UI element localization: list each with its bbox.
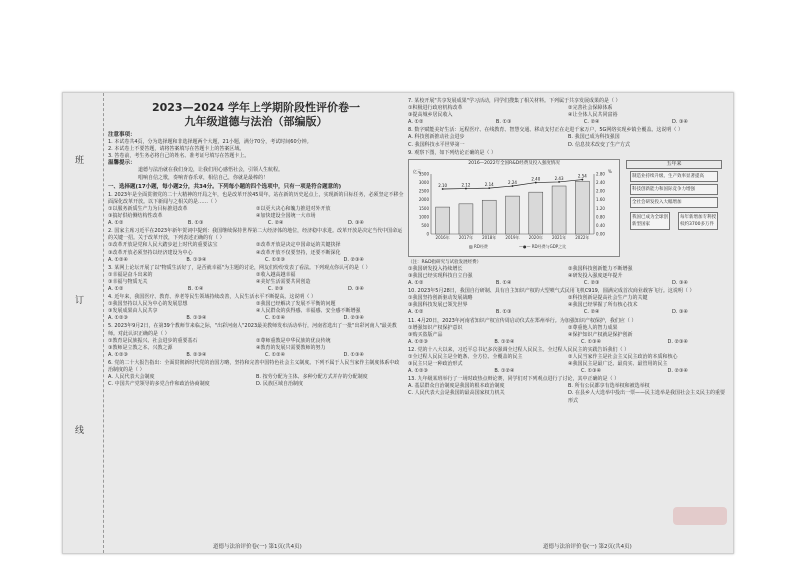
option: D. 在县乡人大选举中投出一票——民主选举是我国社会主义民主的重要形式 bbox=[568, 390, 726, 404]
option: ②改革开放是决定中国命运的关键抉择 bbox=[256, 242, 341, 249]
option: ②尊师重教是中华民族的优良传统 bbox=[256, 337, 331, 344]
question-text: 7. 某校开展"共享发展成果"学习活动，同学们搜集了相关材料。下列属于共享发展成果的是（ ） bbox=[408, 98, 621, 104]
warm-tip-heading: 温馨提示： bbox=[108, 160, 136, 167]
legend-item: —●— RD经费与GDP之比 bbox=[519, 243, 567, 249]
option: ①幸福是奋斗出来的 bbox=[108, 271, 153, 278]
option: ②收入越高越幸福 bbox=[256, 271, 296, 278]
line-point bbox=[558, 181, 560, 183]
line-point bbox=[581, 178, 583, 180]
margin-char-ban: 班 bbox=[75, 156, 85, 166]
option: D. 信息技术改变了生产方式 bbox=[568, 141, 631, 148]
answer-choice: C. ①②④ bbox=[264, 315, 286, 322]
sidebox bbox=[626, 159, 722, 255]
bar bbox=[552, 186, 566, 234]
option: ④让全体人民共同富裕 bbox=[568, 112, 618, 119]
question-text: 6. 党的二十大报告指出：全面贯彻新时代党的治国方略，坚持和完善中国特色社会主义制度。下列不属于人民当家作主制度体系中政治制度的是（ ） bbox=[108, 359, 400, 373]
question-text: 10. 2023年5月28日，我国自行研制、具有自主知识产权的大型喷气式民用飞机C919，圆满完成首次商业载客飞行。这说明（ ） bbox=[408, 288, 695, 295]
x-tick-label: 2020年 bbox=[528, 234, 543, 240]
option-list bbox=[108, 242, 404, 256]
line-point bbox=[488, 187, 490, 189]
answer-choice: B. ①④ bbox=[495, 280, 512, 287]
answer-choice: B. ②③④ bbox=[186, 351, 207, 358]
question bbox=[108, 228, 404, 263]
chart-plot bbox=[409, 168, 619, 256]
question bbox=[408, 98, 728, 126]
option: ④保护知识产权就是保护创新 bbox=[568, 331, 633, 338]
y-left-tick-label: 1500 bbox=[418, 205, 429, 211]
x-tick-label: 2016年 bbox=[435, 234, 450, 240]
answer-choice: A. ①② bbox=[108, 220, 124, 227]
answer-choices bbox=[408, 339, 728, 346]
y-left-tick-label: 1000 bbox=[418, 214, 429, 220]
option: A. 基层群众自治制度是我国的根本政治制度 bbox=[408, 383, 505, 390]
answer-choice: C. ②④ bbox=[267, 220, 284, 227]
answer-choice: A. ①② bbox=[108, 285, 124, 292]
exam-sheet bbox=[62, 92, 734, 554]
question-text: 3. 某网上论坛开展了以"物质生活好了，是否就幸福"为主题的讨论，网友们纷纷发表了看法。下列观点你认可的是（ ） bbox=[108, 264, 371, 271]
warm-tip-line: 道德与法治就在我们身边，让我们用心感悟社会，引领人生航程。 bbox=[138, 167, 284, 174]
option: ①教育是民族振兴、社会进步的重要基石 bbox=[108, 337, 198, 344]
option: ②我国已经解决了发展不平衡的问题 bbox=[256, 301, 336, 308]
option-list bbox=[108, 206, 404, 220]
question bbox=[108, 294, 404, 322]
option: ②以更大决心和魄力推进对外开放 bbox=[256, 205, 331, 212]
sidebox-item: 科技创新能力和国际竞争力增强 bbox=[630, 184, 718, 195]
option: ③搞好供给侧结构性改革 bbox=[108, 213, 163, 220]
answer-choice: A. ①② bbox=[408, 280, 424, 287]
line-point bbox=[535, 181, 537, 183]
option: ④改革开放不仅要坚持，还要不断深化 bbox=[256, 249, 341, 256]
footer-right: 道德与法治评价卷(一) 第2页(共4页) bbox=[543, 544, 632, 550]
question-text: 12. 党的十八大以来，习近平总书记多次强调全过程人民民主。全过程人民民主的实践告诉我们（ ） bbox=[408, 346, 630, 353]
option: ③购买盗版产品 bbox=[408, 331, 443, 338]
option: ①我国坚持以人民为中心的发展思想 bbox=[108, 301, 188, 308]
option: ③幸福与物质无关 bbox=[108, 278, 148, 285]
option: ①增强知识产权保护意识 bbox=[408, 324, 463, 331]
option: B. 我国已成为科技强国 bbox=[568, 134, 620, 141]
option: B. 所有公民都享有选举权和被选举权 bbox=[568, 383, 650, 390]
question-text: 8. 数字赋能美好生活：远程医疗、在线教育、智慧交通、移动支付正在走进千家万户，5G网络实现乡镇全覆盖。这说明（ ） bbox=[408, 127, 684, 134]
answer-choice: D. ③④ bbox=[671, 280, 688, 287]
option: ③发展成果由人民共享 bbox=[108, 308, 158, 315]
answer-choice: D. ③④ bbox=[671, 119, 688, 126]
answer-choice: B. ①②④ bbox=[494, 338, 515, 345]
answer-choice: A. ①②③ bbox=[108, 351, 128, 358]
bar bbox=[575, 181, 589, 234]
watermark-stamp bbox=[673, 507, 727, 525]
question-list bbox=[408, 288, 728, 405]
data-label: 2.24 bbox=[508, 179, 517, 185]
answer-choice: C. ①②④ bbox=[264, 351, 286, 358]
option: ④教育的发展只需要教师的努力 bbox=[256, 344, 326, 351]
question bbox=[108, 265, 404, 293]
sidebox-item: 制造业持续升级、生产效率显著提高 bbox=[630, 171, 718, 182]
answer-choice: A. ①②③ bbox=[408, 338, 428, 345]
answer-choice: D. ①③④ bbox=[343, 351, 364, 358]
option-list bbox=[108, 272, 404, 286]
x-tick-label: 2021年 bbox=[551, 234, 567, 240]
answer-choice: B. ①③④ bbox=[186, 315, 207, 322]
answer-choice: C. ①②③ bbox=[264, 256, 286, 263]
answer-choice: A. ①② bbox=[408, 119, 424, 126]
q9-option: ①我国研发投入持续增长 bbox=[408, 265, 463, 272]
question bbox=[408, 376, 728, 404]
answer-choices bbox=[108, 286, 404, 293]
option: ②完善社会保障体系 bbox=[568, 105, 613, 112]
option: ②科技创新是提高社会生产力的关键 bbox=[568, 295, 648, 302]
question bbox=[408, 288, 728, 316]
option: D. 民族区域自治制度 bbox=[256, 381, 304, 388]
q9-option: ④研发投入强度逐年提升 bbox=[568, 272, 623, 279]
option: ①我国坚持创新驱动发展战略 bbox=[408, 295, 473, 302]
q9-option: ③我国已经实现科技自立自强 bbox=[408, 272, 473, 279]
option-list bbox=[108, 301, 404, 315]
answer-choice: C. ②④ bbox=[583, 309, 600, 316]
answer-choice: D. ②③④ bbox=[667, 368, 688, 375]
option: ①积极进行政府机构改革 bbox=[408, 105, 463, 112]
warm-tip-line: 唱响自信之歌，奏响青春乐章，相信自己，你就是最棒的！ bbox=[138, 174, 269, 181]
question-text: 9. 观察下图，如下列结论正确的是（ ） bbox=[408, 149, 496, 156]
line-point bbox=[442, 188, 444, 190]
answer-choices bbox=[108, 315, 404, 322]
sidebox-item: 我国已成为全球创新型国家 bbox=[630, 212, 670, 230]
option: ③教师是立教之本、兴教之源 bbox=[108, 344, 173, 351]
sidebox-item: 每年新增加专利授权约3700多万件 bbox=[678, 212, 718, 230]
q9-answers bbox=[408, 280, 728, 287]
answer-choices bbox=[108, 220, 404, 227]
option-list bbox=[408, 105, 728, 119]
y-left-tick-label: 500 bbox=[421, 222, 429, 228]
answer-choice: A. ①②③ bbox=[108, 315, 128, 322]
q9-option: ②我国科技创新能力不断增强 bbox=[568, 265, 633, 272]
answer-choice: D. ②③④ bbox=[343, 315, 364, 322]
answer-choice: D. ②③④ bbox=[343, 256, 364, 263]
answer-choices bbox=[408, 368, 728, 375]
option: ④我国已经掌握了所有核心技术 bbox=[568, 302, 638, 309]
legend-item: ▨ RD经费 bbox=[469, 243, 488, 249]
option: ④我国民主是最广泛、最真实、最管用的民主 bbox=[568, 361, 668, 368]
y-right-tick-label: 2.00 bbox=[596, 188, 605, 194]
y-right-tick-label: 1.60 bbox=[596, 196, 605, 202]
option: ②人民当家作主是社会主义民主政治的本质和核心 bbox=[568, 353, 678, 360]
answer-choices bbox=[408, 119, 728, 126]
question bbox=[108, 360, 404, 388]
margin-char-xian: 线 bbox=[75, 426, 85, 436]
x-tick-label: 2022年 bbox=[575, 234, 590, 240]
bar bbox=[506, 196, 520, 234]
data-label: 2.54 bbox=[577, 173, 587, 179]
answer-choices bbox=[408, 309, 728, 316]
right-page bbox=[408, 97, 728, 405]
notice-line: 3. 答卷前，考生务必将自己的姓名、准考证号填写在答题卡上。 bbox=[108, 153, 250, 160]
y-left-tick-label: 2500 bbox=[418, 188, 429, 194]
y-left-axis-label: 亿元 bbox=[413, 168, 421, 174]
option-list bbox=[408, 325, 728, 339]
notice-heading: 注意事项： bbox=[108, 132, 136, 138]
option-list bbox=[108, 374, 404, 388]
margin-char-ding: 订 bbox=[75, 296, 85, 306]
exam-subtitle: 九年级道德与法治（部编版） bbox=[184, 115, 328, 128]
question bbox=[408, 318, 728, 346]
option: ④加快建设全国统一大市场 bbox=[256, 213, 316, 220]
chart-title: 2016—2022年全国R&D经费及投入强度情况 bbox=[468, 160, 560, 166]
question bbox=[408, 347, 728, 375]
answer-choice: C. ②③ bbox=[583, 280, 600, 287]
left-page bbox=[108, 97, 404, 388]
option: C. 我国科技水平世界第一 bbox=[408, 141, 465, 148]
answer-choice: A. ①②④ bbox=[108, 256, 128, 263]
option: ③我国科技发展已领先世界 bbox=[408, 302, 468, 309]
sidebox-title: 五年来 bbox=[626, 160, 722, 169]
data-label: 2.14 bbox=[484, 181, 494, 187]
section-heading: 一、选择题(17小题，每小题2分，共34分。下列每小题的四个选项中，只有一项是符合题意的) bbox=[108, 183, 342, 190]
line-point bbox=[512, 185, 514, 187]
option-list bbox=[408, 295, 728, 309]
x-tick-label: 2018年 bbox=[482, 234, 497, 240]
question bbox=[108, 323, 404, 358]
answer-choice: B. ①③ bbox=[187, 220, 204, 227]
question-text: 11. 4月20日，2023年河南省知识产权宣传周启动仪式在郑州举行。为加强知识产权保护，我们应（ ） bbox=[408, 317, 637, 324]
question-list bbox=[108, 192, 404, 389]
option: ③提高城乡居民收入 bbox=[408, 112, 453, 119]
footer-left: 道德与法治评价卷(一) 第1页(共4页) bbox=[213, 544, 302, 550]
answer-choice: C. ②③ bbox=[267, 285, 284, 292]
data-label: 2.40 bbox=[531, 176, 541, 182]
y-left-tick-label: 3000 bbox=[418, 179, 429, 185]
answer-choices bbox=[108, 352, 404, 359]
option: B. 按劳分配为主体、多种分配方式并存的分配制度 bbox=[256, 374, 368, 381]
bar bbox=[482, 200, 496, 234]
y-right-tick-label: 0.00 bbox=[596, 231, 605, 237]
question bbox=[108, 192, 404, 227]
answer-choice: C. ①③④ bbox=[580, 338, 602, 345]
option: ①全过程人民民主是全链条、全方位、全覆盖的民主 bbox=[408, 353, 523, 360]
y-left-tick-label: 3500 bbox=[418, 171, 429, 177]
data-label: 2.43 bbox=[554, 175, 564, 181]
y-right-tick-label: 0.80 bbox=[596, 214, 605, 220]
notice-line: 1. 本试卷共4页，分为选择题和非选择题两个大题，21小题，满分70分，考试时间60分钟。 bbox=[108, 139, 312, 146]
bar bbox=[529, 192, 543, 234]
option: ①以服务新质生产力为目标推进改革 bbox=[108, 205, 188, 212]
question-text: 13. 九年级某班举行了一场时政热点辩论赛，同学们对下列观点进行了讨论，其中正确的是（ ） bbox=[408, 376, 620, 383]
y-right-tick-label: 0.40 bbox=[596, 222, 605, 228]
rd-chart bbox=[408, 159, 620, 257]
answer-choice: B. ①②④ bbox=[494, 368, 515, 375]
option: ④人民群众的获得感、幸福感、安全感不断增强 bbox=[256, 308, 361, 315]
answer-choice: D. ③④ bbox=[347, 220, 364, 227]
data-label: 2.12 bbox=[461, 182, 471, 188]
question-list bbox=[408, 98, 728, 157]
answer-choice: C. ②④ bbox=[583, 119, 600, 126]
option: C. 中国共产党领导的多党合作和政治协商制度 bbox=[108, 381, 210, 388]
answer-choice: B. ①④ bbox=[187, 285, 204, 292]
chart-area bbox=[408, 159, 728, 259]
y-left-tick-label: 0 bbox=[426, 231, 429, 237]
y-left-tick-label: 2000 bbox=[418, 196, 429, 202]
option-list bbox=[408, 134, 728, 148]
question bbox=[408, 150, 728, 157]
y-right-tick-label: 2.40 bbox=[596, 179, 605, 185]
question-text: 2. 国家主席习近平在2023年新年贺词中提到：我国继续保持世界第二大经济体的地位，经济稳中求进。改革开放是决定当代中国命运的关键一招。关于改革开放，下列表述正确的有（ ） bbox=[108, 228, 403, 242]
option: ③民主只是一种政治形式 bbox=[408, 361, 463, 368]
bar bbox=[459, 204, 473, 234]
option-list bbox=[408, 354, 728, 368]
answer-choice: D. ②③④ bbox=[667, 338, 688, 345]
answer-choice: B. ①③ bbox=[495, 119, 512, 126]
line-point bbox=[465, 187, 467, 189]
exam-title: 2023—2024 学年上学期阶段性评价卷一 bbox=[151, 101, 361, 114]
answer-choice: B. ①③④ bbox=[186, 256, 207, 263]
option: A. 人民代表大会制度 bbox=[108, 374, 155, 381]
notice-line: 2. 本试卷上不要答题，请将答案填写在答题卡上的答案区域。 bbox=[108, 146, 245, 153]
question-text: 5. 2023年9月2日，在第39个教师节来临之际，"出彩河南人"2023最美教师发布活动举行，河南省选出了一批"出彩河南人"最美教师。对此认识正确的是（ ） bbox=[108, 323, 397, 337]
binding-margin bbox=[63, 93, 104, 553]
answer-choice: A. ①②③ bbox=[408, 368, 428, 375]
bar bbox=[436, 207, 450, 234]
answer-choice: D. ③④ bbox=[671, 309, 688, 316]
chart-note: （注：R&D指研究与试验发展经费） bbox=[408, 259, 482, 265]
question bbox=[408, 127, 728, 148]
option-list bbox=[408, 383, 728, 404]
answer-choice: B. ①③ bbox=[495, 309, 512, 316]
option: C. 人民代表大会是我国的最高国家权力机关 bbox=[408, 390, 505, 397]
answer-choices bbox=[108, 257, 404, 264]
data-label: 2.10 bbox=[438, 182, 448, 188]
y-right-tick-label: 2.80 bbox=[596, 171, 605, 177]
answer-choice: A. ①② bbox=[408, 309, 424, 316]
answer-choice: D. ③④ bbox=[347, 285, 364, 292]
option-list bbox=[108, 338, 404, 352]
sidebox-item: 全社会研发投入大幅增加 bbox=[630, 197, 718, 208]
option: ③改革开放必须坚持以经济建设为中心 bbox=[108, 249, 193, 256]
option: ④美好生活需要共同创造 bbox=[256, 278, 311, 285]
x-tick-label: 2019年 bbox=[505, 234, 520, 240]
question-text: 1. 2023年是全面贯彻党的二十大精神的开局之年，也是改革开放45周年。站在新的历史起点上，实现新的目标任务，必须坚定不移全面深化改革开放。以下新闻与之相关的是……（ ） bbox=[108, 191, 404, 205]
option: A. 科技创新推动社会进步 bbox=[408, 134, 465, 141]
option: ②尊重他人的智力成果 bbox=[568, 324, 618, 331]
question-text: 4. 近年来，我国医疗、教育、养老等民生领域持续改善，人民生活水平不断提高。这说明（ ） bbox=[108, 294, 316, 301]
y-right-tick-label: 1.20 bbox=[596, 205, 605, 211]
x-tick-label: 2017年 bbox=[458, 234, 474, 240]
option: ①改革开放是党和人民大踏步赶上时代的重要法宝 bbox=[108, 242, 218, 249]
answer-choice: C. ①③④ bbox=[580, 368, 602, 375]
y-right-axis-label: % bbox=[608, 168, 612, 174]
